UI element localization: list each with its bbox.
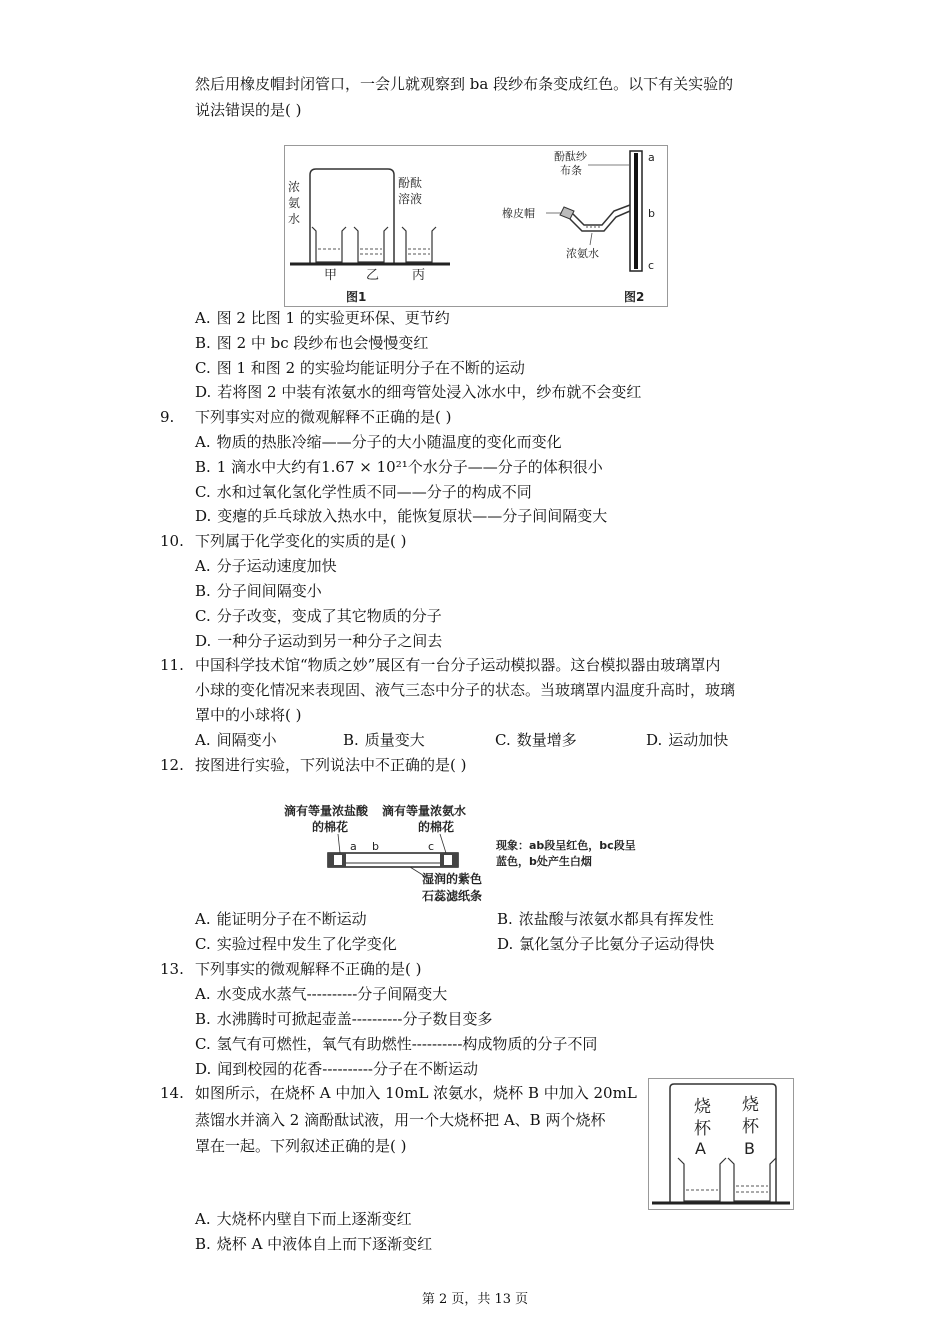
q9-option-b[interactable]: B. 1 滴水中大约有1.67 × 10²¹个水分子——分子的体积很小 (195, 458, 603, 476)
fig2-label-gauze-2: 布条 (560, 164, 582, 177)
q11-stem-line2: 小球的变化情况来表现固、液气三态中分子的状态。当玻璃罩内温度升高时，玻璃 (195, 681, 736, 699)
q12-fig-nh3-1: 滴有等量浓氨水 (382, 804, 467, 818)
q9-stem: 下列事实对应的微观解释不正确的是( ) (195, 408, 452, 426)
fig1-cup-yi: 乙 (366, 268, 380, 283)
fig2-mark-a: a (648, 151, 655, 164)
q14-stem-line2: 蒸馏水并滴入 2 滴酚酞试液，用一个大烧杯把 A、B 两个烧杯 (195, 1111, 606, 1129)
fig1-cup-jia: 甲 (324, 268, 338, 283)
q12-fig-paper-1: 湿润的紫色 (422, 872, 483, 886)
q14-fig-left-3: A (695, 1139, 706, 1158)
q9-option-a[interactable]: A. 物质的热胀冷缩——分子的大小随温度的变化而变化 (195, 433, 562, 451)
q14-figure (648, 1078, 794, 1210)
fig1-label-ammonia: 浓氨水 (288, 180, 301, 226)
q14-fig-left-1: 烧 (694, 1097, 711, 1117)
q8-option-c[interactable]: C. 图 1 和图 2 的实验均能证明分子在不断的运动 (195, 359, 525, 377)
q14-stem-line1: 如图所示，在烧杯 A 中加入 10mL 浓氨水，烧杯 B 中加入 20mL (195, 1084, 637, 1102)
q12-fig-obs-1: 现象：ab段呈红色，bc段呈 (496, 839, 636, 852)
fig1-cup-bing: 丙 (412, 268, 426, 283)
q13-stem: 下列事实的微观解释不正确的是( ) (195, 960, 422, 978)
q8-figure (284, 145, 668, 307)
q12-fig-mark-a: a (350, 840, 357, 853)
fig2-label-ammonia: 浓氨水 (566, 247, 599, 260)
fig2-label-gauze-1: 酚酞纱 (554, 150, 587, 163)
q12-fig-hcl-2: 的棉花 (312, 820, 349, 834)
fig2-mark-b: b (648, 207, 655, 220)
q12-fig-nh3-2: 的棉花 (418, 820, 455, 834)
q14-fig-left-2: 杯 (694, 1119, 711, 1139)
q12-stem: 按图进行实验，下列说法中不正确的是( ) (195, 756, 467, 774)
page-footer: 第 2 页，共 13 页 (421, 1292, 529, 1307)
q12-fig-mark-c: c (428, 840, 435, 853)
q8-intro-line2: 说法错误的是( ) (195, 101, 302, 119)
fig1-caption: 图1 (346, 290, 367, 304)
q9-number: 9. (160, 408, 175, 426)
q12-fig-mark-b: b (372, 840, 379, 853)
q12-option-b[interactable]: B. 浓盐酸与浓氨水都具有挥发性 (497, 910, 714, 928)
q8-option-a[interactable]: A. 图 2 比图 1 的实验更环保、更节约 (195, 309, 450, 327)
q11-option-b[interactable]: B. 质量变大 (343, 731, 425, 749)
q10-stem: 下列属于化学变化的实质的是( ) (195, 532, 407, 550)
q12-fig-hcl-1: 滴有等量浓盐酸 (284, 804, 369, 818)
q9-option-d[interactable]: D. 变瘪的乒乓球放入热水中，能恢复原状——分子间间隔变大 (195, 507, 608, 525)
q13-number: 13. (160, 960, 184, 978)
q14-fig-right-1: 烧 (742, 1095, 759, 1115)
q10-option-a[interactable]: A. 分子运动速度加快 (195, 557, 337, 575)
q8-option-b[interactable]: B. 图 2 中 bc 段纱布也会慢慢变红 (195, 334, 429, 352)
q10-option-b[interactable]: B. 分子间间隔变小 (195, 582, 322, 600)
q11-stem-line1: 中国科学技术馆“物质之妙”展区有一台分子运动模拟器。这台模拟器由玻璃罩内 (195, 656, 721, 674)
q14-option-a[interactable]: A. 大烧杯内壁自下而上逐渐变红 (195, 1210, 412, 1228)
q8-option-d[interactable]: D. 若将图 2 中装有浓氨水的细弯管处浸入冰水中，纱布就不会变红 (195, 383, 642, 401)
q14-number: 14. (160, 1084, 184, 1102)
fig2-caption: 图2 (624, 290, 645, 304)
q10-option-c[interactable]: C. 分子改变，变成了其它物质的分子 (195, 607, 442, 625)
fig2-label-cap: 橡皮帽 (502, 207, 535, 220)
fig2-mark-c: c (648, 259, 655, 272)
q11-option-c[interactable]: C. 数量增多 (495, 731, 577, 749)
q12-fig-paper-2: 石蕊滤纸条 (422, 889, 483, 903)
q12-figure (282, 801, 672, 907)
q10-option-d[interactable]: D. 一种分子运动到另一种分子之间去 (195, 632, 443, 650)
q13-option-a[interactable]: A. 水变成水蒸气----------分子间隔变大 (195, 985, 448, 1003)
q13-option-b[interactable]: B. 水沸腾时可掀起壶盖----------分子数目变多 (195, 1010, 493, 1028)
q14-fig-right-2: 杯 (742, 1117, 759, 1137)
q13-option-d[interactable]: D. 闻到校园的花香----------分子在不断运动 (195, 1060, 478, 1078)
q9-option-c[interactable]: C. 水和过氧化氢化学性质不同——分子的构成不同 (195, 483, 532, 501)
q11-option-a[interactable]: A. 间隔变小 (195, 731, 277, 749)
q11-number: 11. (160, 656, 184, 674)
q11-option-d[interactable]: D. 运动加快 (646, 731, 729, 749)
q13-option-c[interactable]: C. 氢气有可燃性，氧气有助燃性----------构成物质的分子不同 (195, 1035, 598, 1053)
q14-fig-right-3: B (744, 1139, 755, 1158)
q12-option-d[interactable]: D. 氯化氢分子比氨分子运动得快 (497, 935, 715, 953)
q11-stem-line3: 罩中的小球将( ) (195, 706, 302, 724)
q10-number: 10. (160, 532, 184, 550)
q14-stem-line3: 罩在一起。下列叙述正确的是( ) (195, 1137, 407, 1155)
q12-option-a[interactable]: A. 能证明分子在不断运动 (195, 910, 367, 928)
q12-number: 12. (160, 756, 184, 774)
q14-option-b[interactable]: B. 烧杯 A 中液体自上而下逐渐变红 (195, 1235, 433, 1253)
q12-fig-obs-2: 蓝色，b处产生白烟 (496, 855, 592, 868)
q12-option-c[interactable]: C. 实验过程中发生了化学变化 (195, 935, 397, 953)
fig1-label-phenolphthalein: 酚酞溶液 (398, 176, 423, 206)
q8-intro-line1: 然后用橡皮帽封闭管口，一会儿就观察到 ba 段纱布条变成红色。以下有关实验的 (195, 75, 734, 93)
